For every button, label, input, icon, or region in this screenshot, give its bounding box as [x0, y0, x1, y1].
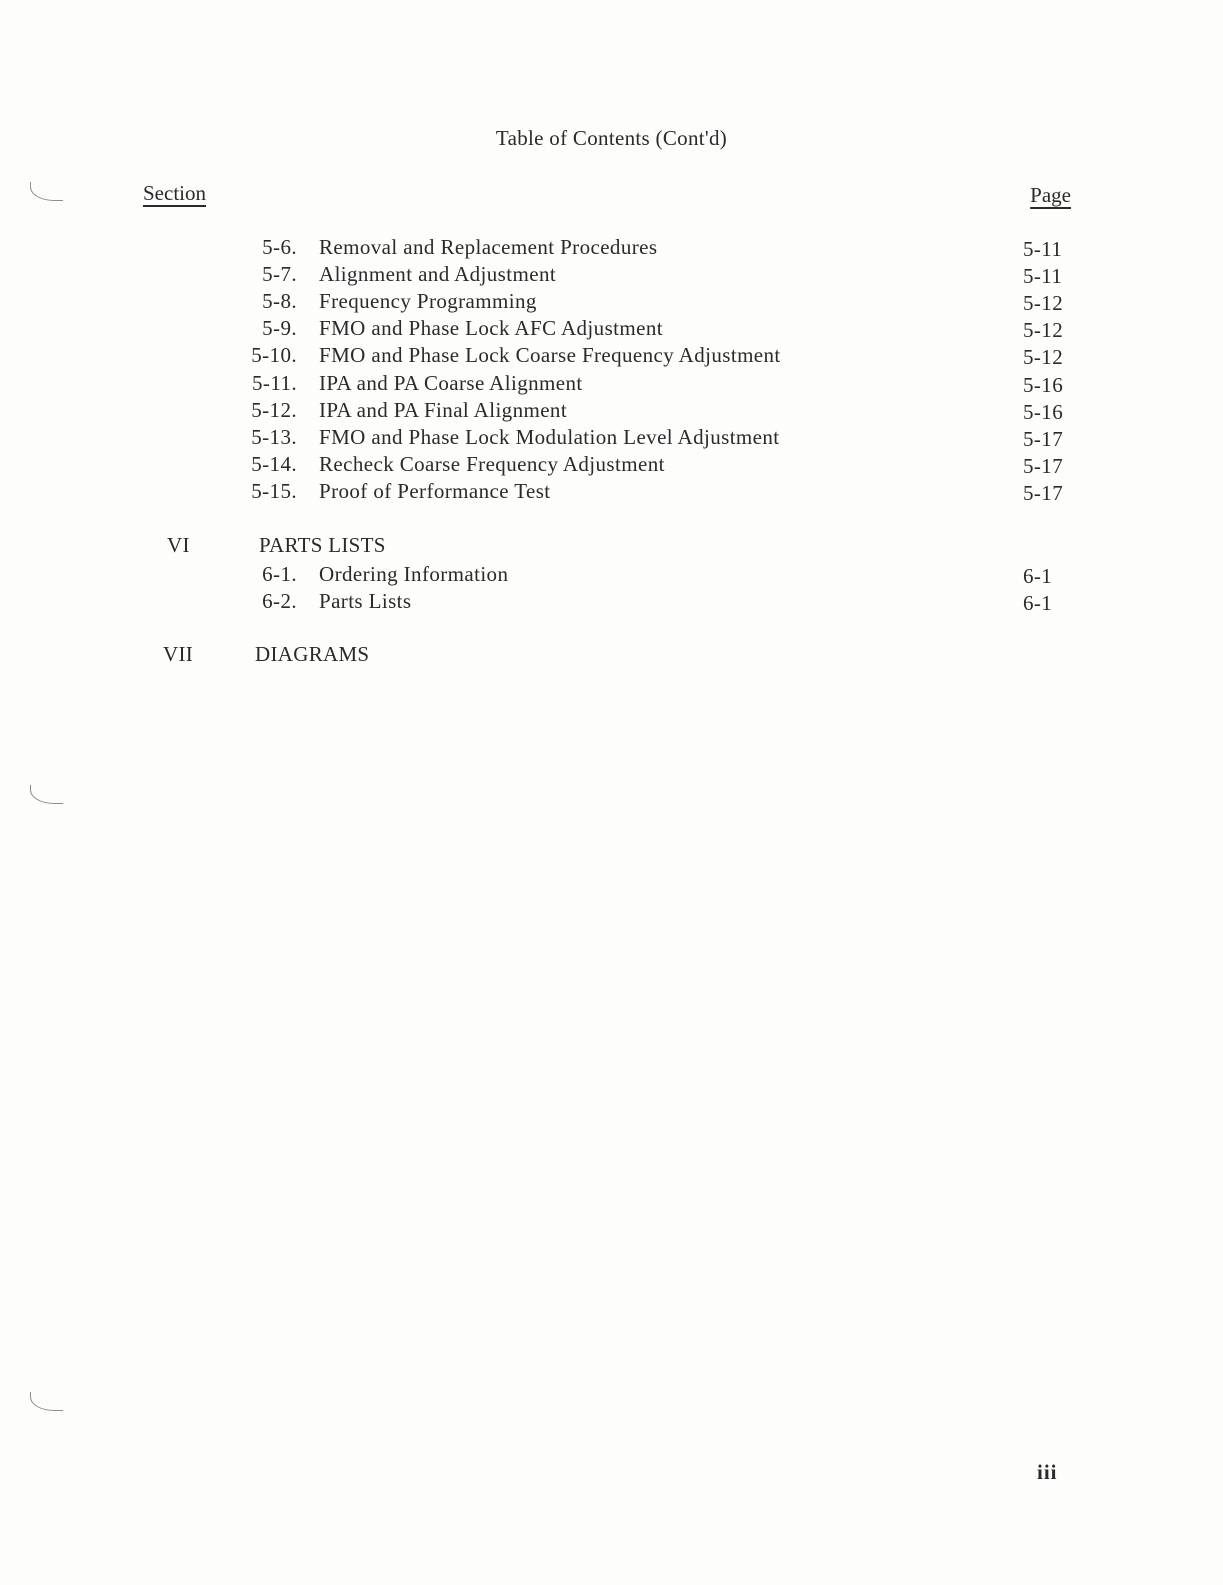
- toc-entry-number: 5-12.: [251, 398, 297, 422]
- toc-entry: [0, 371, 1223, 398]
- toc-entry: [0, 235, 1223, 262]
- toc-entry: [0, 562, 1223, 589]
- toc-entry-page: 5-12: [1023, 318, 1064, 342]
- toc-entry-page: 5-16: [1023, 373, 1064, 397]
- section-number: VI: [167, 533, 190, 557]
- binder-mark: [30, 785, 63, 804]
- toc-entry: [0, 262, 1223, 289]
- toc-entry-number: 5-6.: [262, 235, 297, 259]
- toc-entry-page: 5-12: [1023, 345, 1064, 369]
- toc-entry-number: 5-8.: [262, 289, 297, 313]
- toc-entry-number: 6-2.: [262, 589, 297, 613]
- toc-entry-title: IPA and PA Final Alignment: [319, 398, 568, 422]
- toc-entry-title: FMO and Phase Lock Coarse Frequency Adjustment: [319, 343, 781, 367]
- toc-entry-title: Frequency Programming: [319, 289, 537, 313]
- section-heading: PARTS LISTS: [259, 533, 386, 557]
- toc-entry-title: Parts Lists: [319, 589, 412, 613]
- toc-entry-number: 5-13.: [251, 425, 297, 449]
- toc-entry-page: 5-17: [1023, 454, 1064, 478]
- toc-entry: [0, 425, 1223, 452]
- binder-mark: [30, 182, 63, 201]
- toc-entry: [0, 289, 1223, 316]
- toc-entry-number: 5-15.: [251, 479, 297, 503]
- page-number: iii: [1037, 1460, 1058, 1484]
- toc-entry-page: 6-1: [1023, 564, 1053, 588]
- toc-entry: [0, 589, 1223, 616]
- toc-entry-page: 5-17: [1023, 481, 1064, 505]
- toc-section-vii: [163, 642, 563, 669]
- toc-entry-title: Ordering Information: [319, 562, 509, 586]
- toc-entry-number: 5-9.: [262, 316, 297, 340]
- toc-entry-number: 5-14.: [251, 452, 297, 476]
- binder-mark: [30, 1392, 63, 1411]
- toc-section-vi: [167, 533, 567, 560]
- toc-entry: [0, 343, 1223, 370]
- toc-entry-number: 5-11.: [252, 371, 297, 395]
- toc-entry-title: Recheck Coarse Frequency Adjustment: [319, 452, 665, 476]
- page-title: Table of Contents (Cont'd): [495, 126, 728, 150]
- toc-entry-title: IPA and PA Coarse Alignment: [319, 371, 583, 395]
- section-number: VII: [163, 642, 194, 666]
- section-column-header: Section: [143, 181, 206, 205]
- toc-entry-number: 5-7.: [262, 262, 297, 286]
- toc-entry-title: Removal and Replacement Procedures: [319, 235, 658, 259]
- toc-entry-page: 5-11: [1023, 264, 1063, 288]
- toc-entry: [0, 398, 1223, 425]
- toc-entry-number: 6-1.: [262, 562, 297, 586]
- section-heading: DIAGRAMS: [255, 642, 370, 666]
- toc-entry: [0, 452, 1223, 479]
- toc-entry-page: 5-12: [1023, 291, 1064, 315]
- toc-entry-title: Proof of Performance Test: [319, 479, 551, 503]
- toc-entry: [0, 316, 1223, 343]
- toc-entry-title: Alignment and Adjustment: [319, 262, 557, 286]
- toc-entry-number: 5-10.: [251, 343, 297, 367]
- page-column-header: Page: [1030, 183, 1071, 207]
- toc-entry: [0, 479, 1223, 506]
- toc-entry-page: 5-17: [1023, 427, 1064, 451]
- toc-entry-page: 5-11: [1023, 237, 1063, 261]
- toc-entry-page: 6-1: [1023, 591, 1053, 615]
- toc-entry-title: FMO and Phase Lock AFC Adjustment: [319, 316, 663, 340]
- toc-entry-page: 5-16: [1023, 400, 1064, 424]
- toc-entry-title: FMO and Phase Lock Modulation Level Adjustment: [319, 425, 780, 449]
